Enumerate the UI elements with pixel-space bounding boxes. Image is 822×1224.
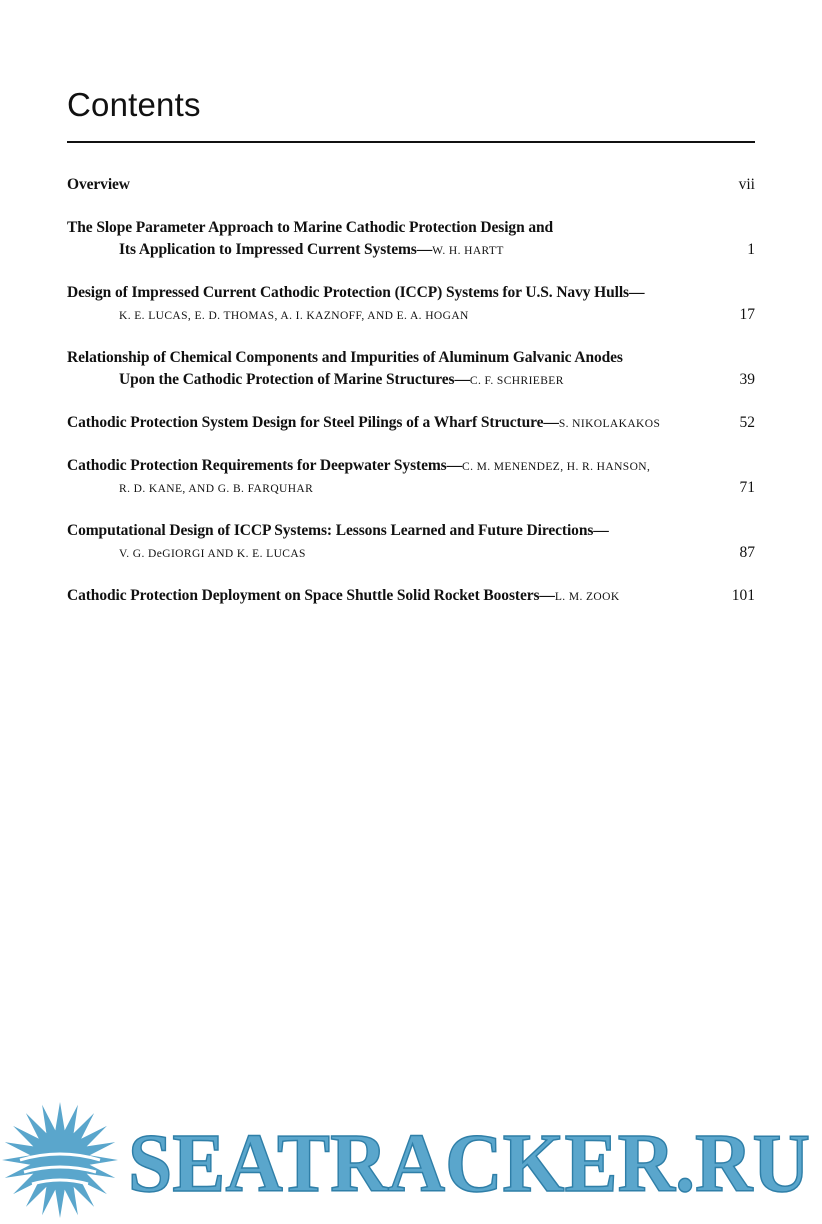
entry-title: Design of Impressed Current Cathodic Protection (ICCP) Systems for U.S. Navy Hulls— [67, 284, 645, 301]
entry-authors: R. D. KANE, AND G. B. FARQUHAR [119, 483, 314, 495]
entry-title: Its Application to Impressed Current Systems— [119, 241, 433, 258]
toc-entry-iccp-navy-hulls[interactable] [67, 282, 755, 326]
toc-entry-computational-design[interactable] [67, 520, 755, 564]
page-number: 101 [731, 587, 755, 604]
toc-line [67, 520, 755, 542]
title-rule [67, 141, 755, 143]
entry-authors: W. H. HARTT [432, 245, 504, 257]
toc-entry-wharf-structure[interactable] [67, 412, 755, 434]
entry-authors: S. NIKOLAKAKOS [558, 418, 661, 430]
page-title: Contents [67, 86, 201, 123]
watermark-graphic [0, 1100, 822, 1224]
page-number: 87 [739, 544, 755, 561]
watermark [0, 1100, 822, 1224]
toc-line [67, 412, 755, 434]
entry-title: Cathodic Protection Deployment on Space Shuttle Solid Rocket Boosters— [67, 587, 555, 604]
toc-line [67, 585, 755, 607]
entry-title: Cathodic Protection Requirements for Deepwater Systems— [67, 457, 462, 474]
entry-authors: L. M. ZOOK [554, 591, 620, 603]
toc-line [67, 217, 755, 239]
page-number: 52 [739, 414, 755, 431]
entry-authors: C. F. SCHRIEBER [469, 375, 564, 387]
entry-authors: C. M. MENENDEZ, H. R. HANSON, [462, 461, 651, 473]
watermark-text: SEATRACKER.RU [128, 1117, 810, 1210]
entry-title: Upon the Cathodic Protection of Marine Structures— [119, 371, 470, 388]
page-number: vii [738, 176, 755, 193]
entry-title: The Slope Parameter Approach to Marine Cathodic Protection Design and [67, 219, 554, 236]
toc-entry-deepwater-systems[interactable] [67, 455, 755, 499]
page-number: 39 [739, 371, 755, 388]
toc-line [67, 304, 755, 326]
entry-title: Cathodic Protection System Design for Steel Pilings of a Wharf Structure— [67, 414, 559, 431]
toc-line [67, 542, 755, 564]
page-number: 1 [747, 241, 755, 258]
toc-entry-aluminum-anodes[interactable] [67, 347, 755, 391]
toc-line [67, 174, 755, 196]
page-number: 71 [739, 479, 755, 496]
entry-title: Overview [67, 176, 130, 193]
entry-authors: V. G. DeGIORGI AND K. E. LUCAS [119, 548, 306, 560]
page-number: 17 [739, 306, 755, 323]
toc-entry-slope-parameter[interactable] [67, 217, 755, 261]
toc-line [67, 477, 755, 499]
sun-icon [2, 1102, 118, 1218]
entry-authors: K. E. LUCAS, E. D. THOMAS, A. I. KAZNOFF, AND E. A. HOGAN [119, 310, 469, 322]
toc-line [67, 239, 755, 261]
toc-line [67, 455, 755, 477]
toc-line [67, 282, 755, 304]
toc-entry-overview[interactable] [67, 174, 755, 196]
toc-line [67, 369, 755, 391]
toc-entry-space-shuttle[interactable] [67, 585, 755, 607]
entry-title: Computational Design of ICCP Systems: Lessons Learned and Future Directions— [67, 522, 609, 539]
toc-line [67, 347, 755, 369]
entry-title: Relationship of Chemical Components and Impurities of Aluminum Galvanic Anodes [67, 349, 623, 366]
